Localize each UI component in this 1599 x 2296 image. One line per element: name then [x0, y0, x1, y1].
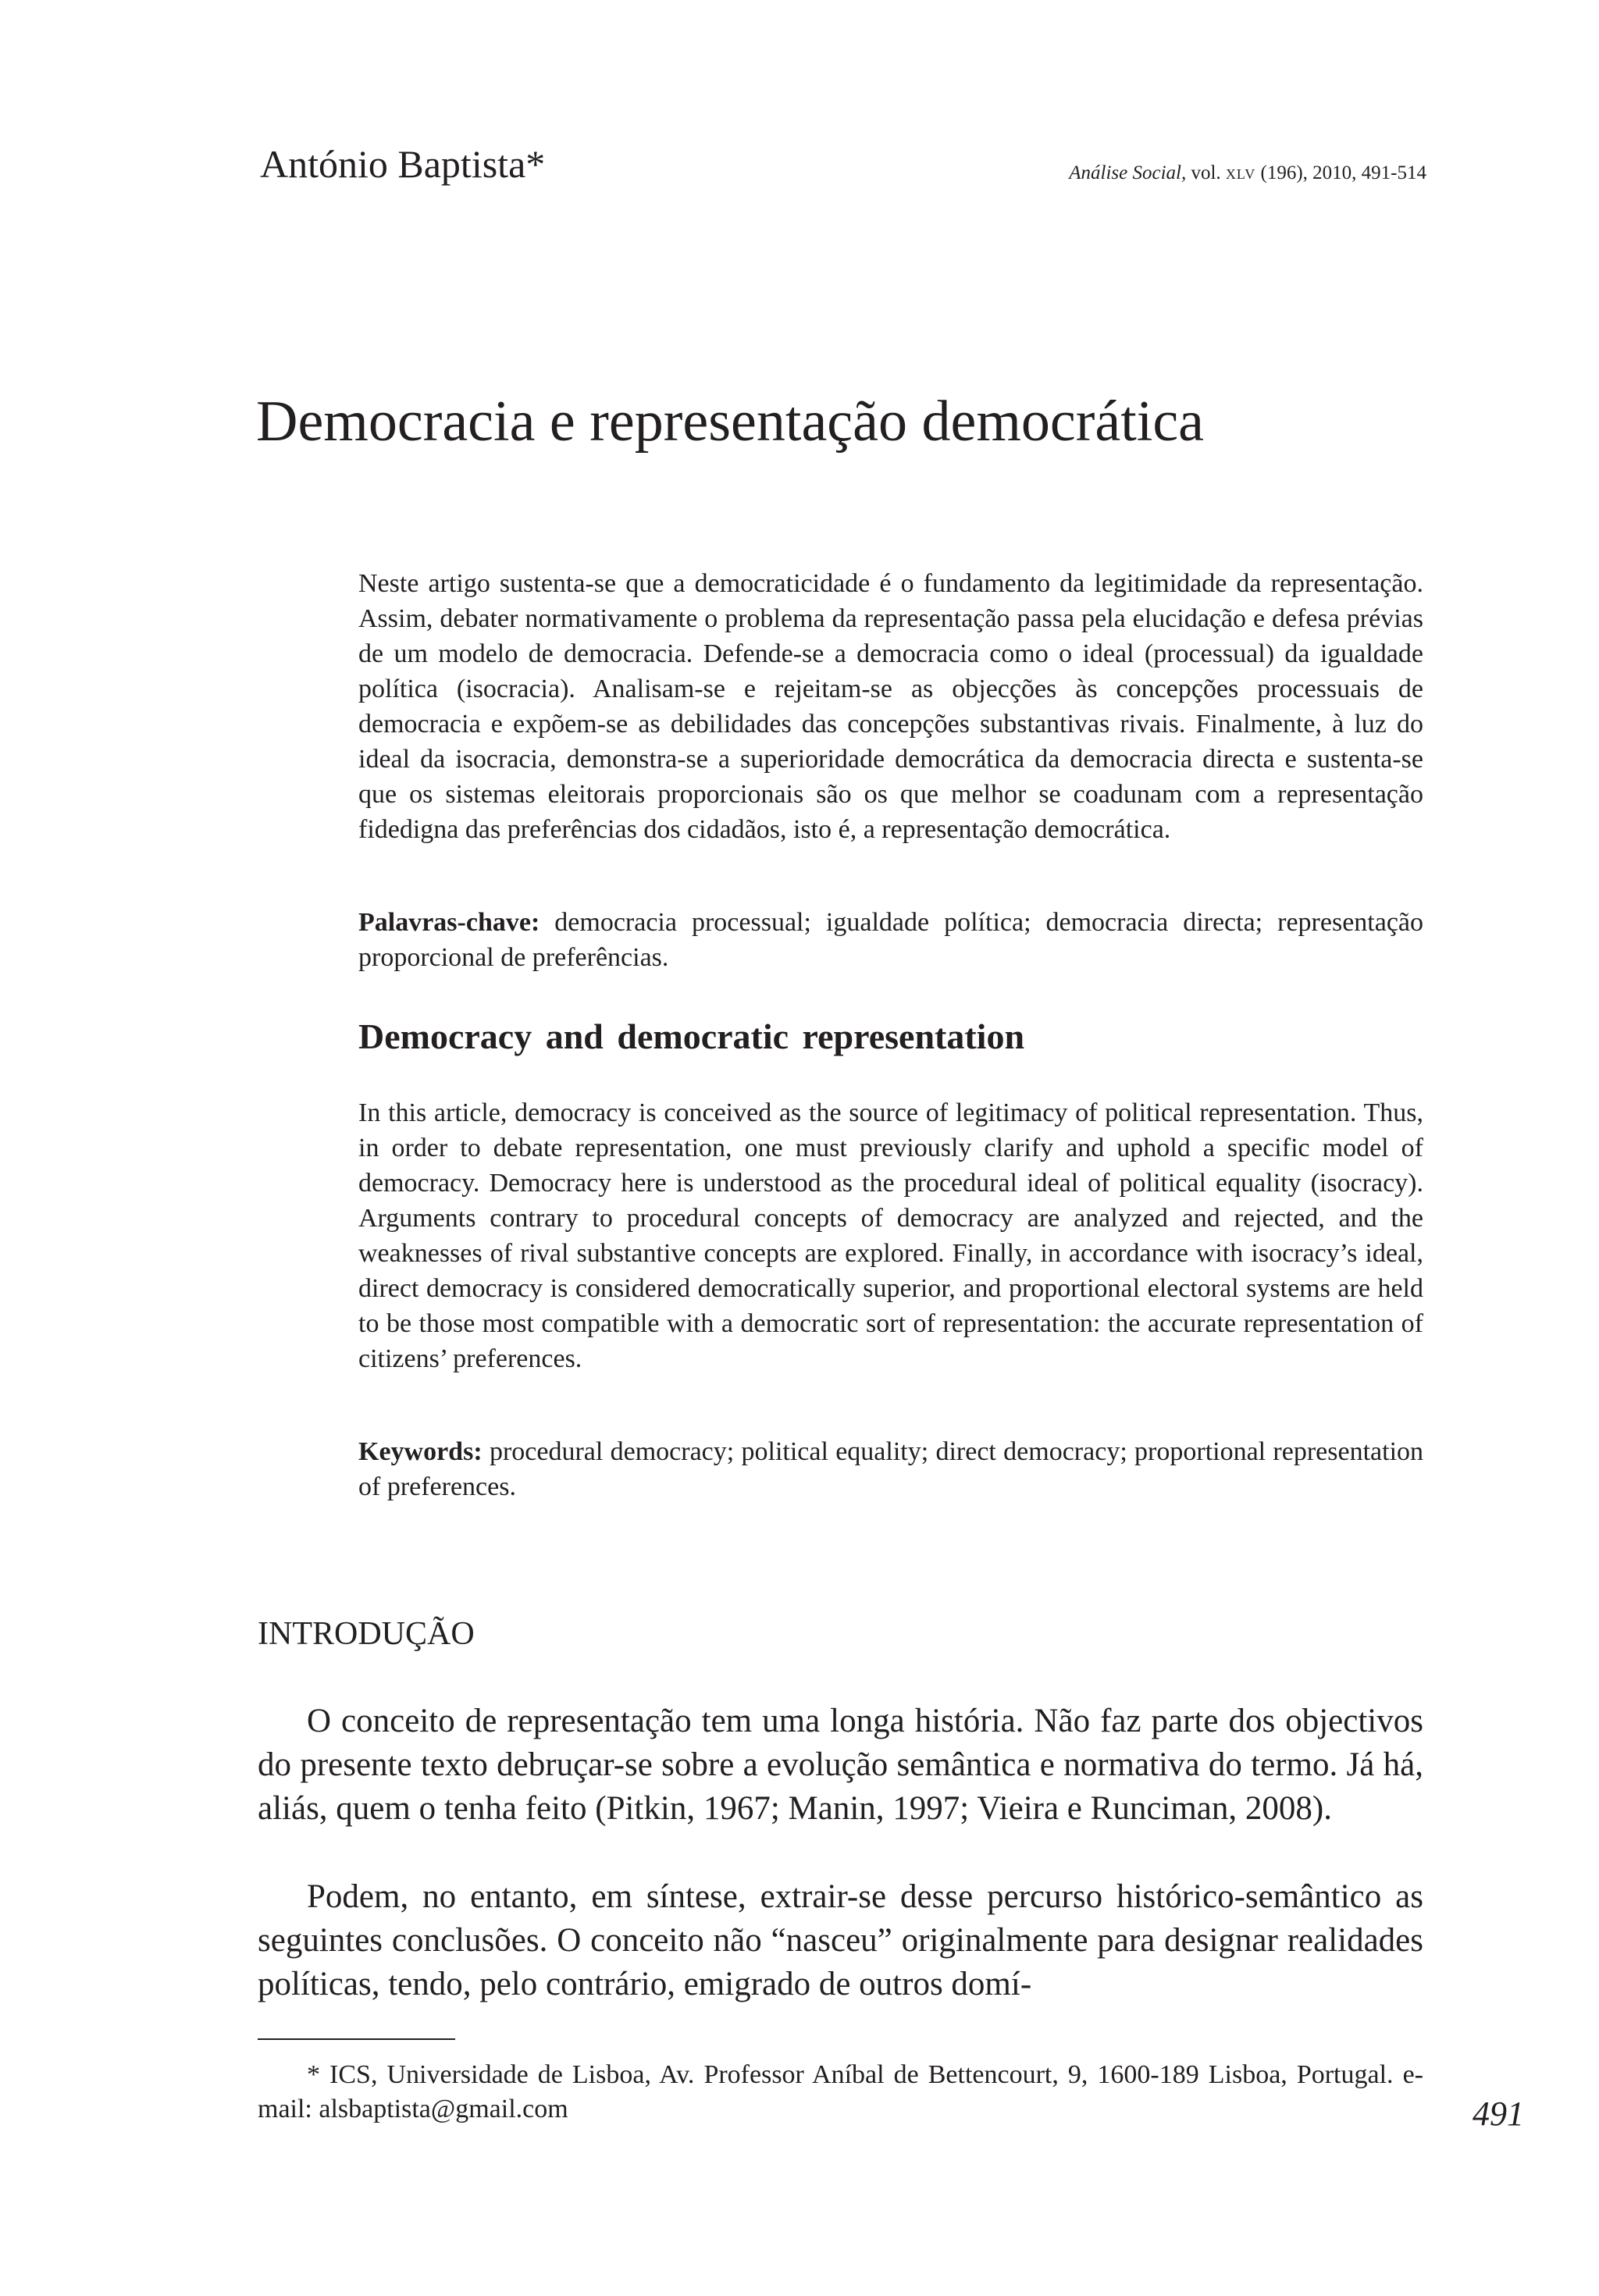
- body-paragraph: [258, 1875, 1423, 2006]
- intro-paragraph-2: Podem, no entanto, em síntese, extrair-se desse percurso histórico-semântico as seguintes conclusões. O conceito não “nasceu” originalmente para designar realidades políticas, tendo, pelo contrário, emigrado de outros domí-: [258, 1878, 1423, 2002]
- keywords-pt-label: Palavras-chave:: [358, 908, 540, 937]
- volume-prefix: vol.: [1191, 162, 1221, 183]
- body-paragraph: [258, 1700, 1423, 1831]
- abstract-english: [358, 1095, 1423, 1376]
- intro-paragraph-1: O conceito de representação tem uma longa história. Não faz parte dos objectivos do presente texto debruçar-se sobre a evolução semântica e normativa do termo. Já há, aliás, quem o tenha feito (Pitkin, 1967; Manin, 1997; Vieira e Runciman, 2008).: [258, 1703, 1423, 1827]
- journal-citation: [1069, 161, 1426, 187]
- article-title: Democracia e representação democrática: [256, 390, 1205, 454]
- abstract-en-text: In this article, democracy is conceived as the source of legitimacy of political representation. Thus, in order to debate representation, one must previously clarify and uphold a specific model of democracy. Democracy here is understood as the procedural ideal of political equality (isocracy). Arguments contrary to procedural concepts of democracy are analyzed and rejected, and the weaknesses of rival substantive concepts are explored. Finally, in accordance with isocracy’s ideal, direct democracy is considered democratically superior, and proportional electoral systems are held to be those most compatible with a democratic sort of representation: the accurate representation of citizens’ preferences.: [358, 1098, 1423, 1373]
- abstract-portuguese: [358, 566, 1423, 847]
- footnote-divider: [258, 2038, 455, 2040]
- keywords-portuguese: [358, 905, 1423, 975]
- section-heading-introducao: INTRODUÇÃO: [258, 1616, 475, 1652]
- footnote: [258, 2058, 1423, 2127]
- keywords-en-label: Keywords:: [358, 1437, 483, 1466]
- journal-name: Análise Social,: [1069, 162, 1187, 183]
- keywords-pt-list: democracia processual; igualdade política; democracia directa; representação proporcional de preferências.: [358, 908, 1424, 972]
- volume-number: XLV: [1225, 166, 1256, 182]
- page-number: 491: [1473, 2095, 1524, 2133]
- english-title: Democracy and democratic representation: [358, 1016, 1025, 1056]
- author-name: António Baptista*: [260, 142, 546, 186]
- keywords-en-list: procedural democracy; political equality; direct democracy; proportional representation of preferences.: [358, 1437, 1424, 1501]
- footnote-text: * ICS, Universidade de Lisboa, Av. Professor Aníbal de Bettencourt, 9, 1600-189 Lisboa, Portugal. e-mail: alsbaptista@gmail.com: [258, 2060, 1423, 2123]
- abstract-pt-text: Neste artigo sustenta-se que a democraticidade é o fundamento da legitimidade da representação. Assim, debater normativamente o problema da representação passa pela elucidação e defesa prévias de um modelo de democracia. Defende-se a democracia como o ideal (processual) da igualdade política (isocracia). Analisam-se e rejeitam-se as objecções às concepções processuais de democracia e expõem-se as debilidades das concepções substantivas rivais. Finalmente, à luz do ideal da isocracia, demonstra-se a superioridade democrática da democracia directa e sustenta-se que os sistemas eleitorais proporcionais são os que melhor se coadunam com a representação fidedigna das preferências dos cidadãos, isto é, a representação democrática.: [358, 569, 1423, 844]
- keywords-english: [358, 1434, 1423, 1504]
- issue-year-pages: (196), 2010, 491-514: [1260, 162, 1426, 183]
